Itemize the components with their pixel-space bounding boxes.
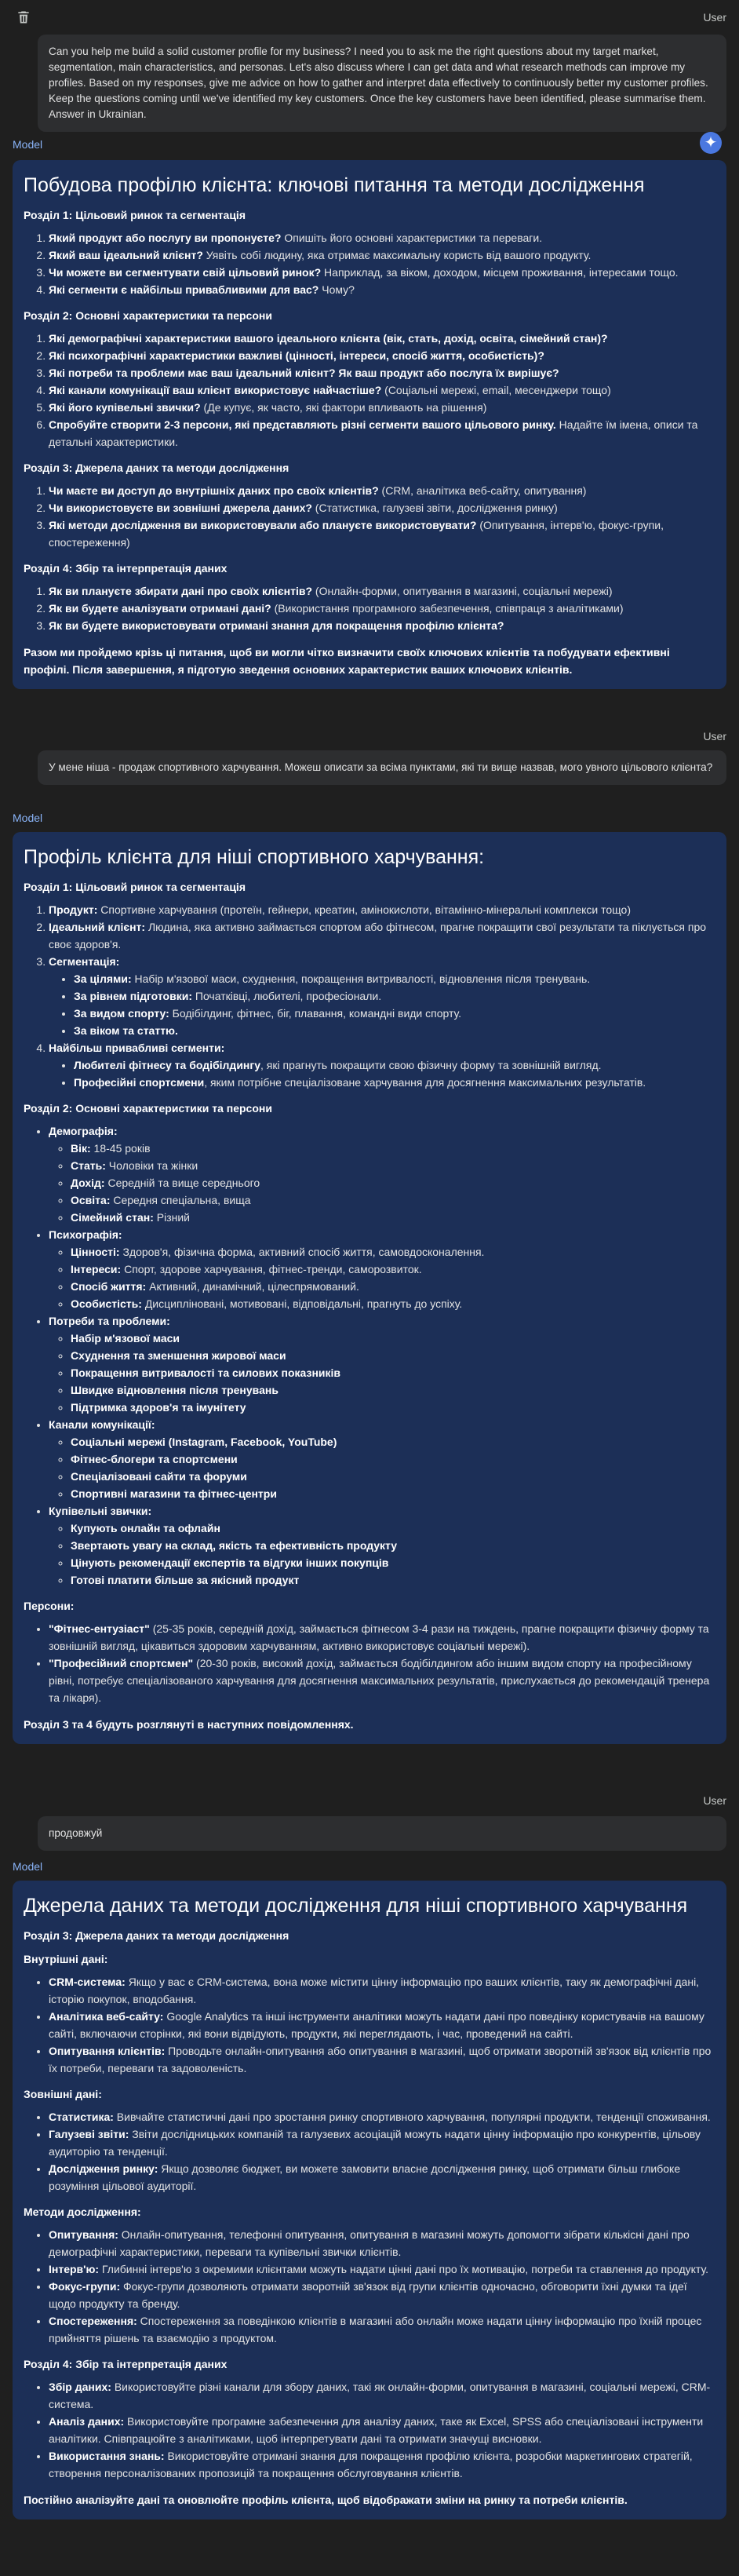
question-list [24, 582, 715, 634]
list-item [71, 1468, 715, 1485]
sub-list [49, 1243, 715, 1312]
list-item-label: Опитування клієнтів: [49, 2045, 166, 2057]
list-item-label: Соціальні мережі (Instagram, Facebook, YouTube) [71, 1436, 337, 1448]
list-item [71, 1537, 715, 1554]
list-item [49, 1620, 715, 1655]
list-item-label: Спробуйте створити 2-3 персони, які представляють різні сегменти вашого цільового ринку. [49, 418, 556, 431]
model-label: Model [13, 138, 43, 151]
list-item-text: Використовуйте програмне забезпечення для аналізу даних, таке як Excel, SPSS або спеціалізовані інструменти аналітики. Співпрацюйте з аналітиками, щоб інтерпретувати дані та отримати значущі висновки. [49, 2415, 704, 2445]
list-item-text: Чоловіки та жінки [105, 1159, 198, 1172]
list-item [49, 582, 715, 600]
list-item [49, 381, 715, 399]
list-item-label: Чи можете ви сегментувати свій цільовий ринок? [49, 266, 322, 279]
response-title: Джерела даних та методи дослідження для ніші спортивного харчування [24, 1895, 688, 1917]
list-item [49, 953, 715, 1039]
list-item [49, 2260, 715, 2278]
list-item [71, 1485, 715, 1502]
list-item-text: Надайте їм імена, описи та детальні характеристики. [49, 418, 698, 448]
question-list [24, 330, 715, 451]
list-item [49, 2312, 715, 2347]
list-item-text: (Соціальні мережі, email, месенджери тощо) [381, 384, 611, 396]
list-item [71, 1381, 715, 1399]
list-item-text: (Використання програмного забезпечення, співпраця з аналітиками) [271, 602, 624, 615]
list-item [74, 1056, 715, 1074]
content-list [24, 2378, 715, 2482]
content-list [24, 2108, 715, 2195]
list-item [49, 2226, 715, 2260]
section-heading: Розділ 2: Основні характеристики та персони [24, 309, 272, 322]
list-item [74, 1005, 715, 1022]
list-item-text: Людина, яка активно займається спортом або фітнесом, прагне покращити свої результати та піклується про своє здоров'я. [49, 921, 707, 950]
list-item-label: Особистість: [71, 1297, 142, 1310]
list-item-text: , яким потрібне спеціалізоване харчування для досягнення максимальних результатів. [204, 1076, 646, 1089]
list-item-label: За віком та статтю. [74, 1024, 178, 1037]
list-item-text: Спостереження за поведінкою клієнтів в магазині або онлайн може надати цінну інформацію про їхній процес прийняття рішень та взаємодію з продуктом. [49, 2315, 702, 2344]
list-item [49, 918, 715, 953]
list-item-label: Дослідження ринку: [49, 2162, 158, 2175]
section-heading: Розділ 3: Джерела даних та методи дослідження [24, 1929, 289, 1942]
content-list [24, 1122, 715, 1589]
list-item-label: Набір м'язової маси [71, 1332, 180, 1345]
list-item-text: (Опитування, інтерв'ю, фокус-групи, спостереження) [49, 519, 664, 549]
list-item [49, 2378, 715, 2413]
subsection-heading: Зовнішні дані: [24, 2088, 102, 2100]
list-item-text: Уявіть собі людину, яка отримає максимальну користь від вашого продукту. [202, 249, 592, 261]
list-item-label: "Фітнес-ентузіаст" [49, 1622, 150, 1635]
list-item [49, 399, 715, 416]
list-item-label: Які канали комунікації ваш клієнт використовує найчастіше? [49, 384, 382, 396]
list-item [71, 1261, 715, 1278]
response-closing: Разом ми пройдемо крізь ці питання, щоб ви могли чітко визначити своїх ключових клієнтів та побудувати ефективні профілі. Після завершення, я підготую зведення основних характеристик ваших ключових клієнтів. [24, 646, 670, 676]
list-item [49, 2447, 715, 2482]
list-item-label: Чи маєте ви доступ до внутрішніх даних про своїх клієнтів? [49, 484, 379, 497]
list-item [71, 1364, 715, 1381]
list-item-label: Професійні спортсмени [74, 1076, 205, 1089]
list-item [71, 1520, 715, 1537]
list-item-label: За цілями: [74, 972, 132, 985]
list-item-text: Якщо у вас є CRM-система, вона може містити цінну інформацію про ваших клієнтів, таку як демографічні дані, історію покупок, вподобання. [49, 1976, 700, 2005]
model-label: Model [13, 812, 43, 824]
list-item [49, 516, 715, 551]
list-item-label: Збір даних: [49, 2381, 111, 2393]
section-heading: Персони: [24, 1600, 75, 1612]
list-item-label: Який ваш ідеальний клієнт? [49, 249, 203, 261]
list-item-label: CRM-система: [49, 1976, 126, 1988]
sub-list [49, 1433, 715, 1502]
user-message: Can you help me build a solid customer profile for my business? I need you to ask me the right questions about my target market, segmentation, main characteristics, and personas. Let's also discuss where I can get data and what research methods can improve my profiles. Based on my responses, give me advice on how to gather and interpret data effectively to continuously better my customer profiles. Keep the questions coming until we've identified my key customers. Once the key customers have been identified, please summarise them. Answer in Ukrainian. [38, 35, 726, 132]
list-item [49, 2008, 715, 2042]
question-list [24, 229, 715, 298]
list-item [74, 1074, 715, 1091]
section-heading: Розділ 1: Цільовий ринок та сегментація [24, 209, 246, 221]
content-list [24, 901, 715, 1091]
list-item-label: Купівельні звички: [49, 1505, 152, 1517]
list-item [71, 1399, 715, 1416]
list-item-label: Спортивні магазини та фітнес-центри [71, 1487, 277, 1500]
list-item [71, 1157, 715, 1174]
list-item [49, 1502, 715, 1589]
list-item [49, 416, 715, 451]
list-item-text: Середній та вище середнього [104, 1177, 260, 1189]
list-item [49, 2042, 715, 2077]
list-item [49, 499, 715, 516]
list-item [71, 1209, 715, 1226]
list-item [49, 901, 715, 918]
list-item-text: Бодібілдинг, фітнес, біг, плавання, командні види спорту. [169, 1007, 462, 1020]
list-item [49, 1312, 715, 1416]
list-item [49, 330, 715, 347]
list-item-text: Якщо дозволяє бюджет, ви можете замовити власне дослідження ринку, щоб отримати більш глибоке розуміння цільової аудиторії. [49, 2162, 681, 2192]
list-item-text: Наприклад, за віком, доходом, місцем проживання, інтересами тощо. [321, 266, 679, 279]
subsection-heading: Методи дослідження: [24, 2206, 141, 2218]
user-message: У мене ніша - продаж спортивного харчування. Можеш описати за всіма пунктами, які ти вище назвав, мого увного цільового клієнта? [38, 750, 726, 785]
list-item-label: Аналіз даних: [49, 2415, 125, 2428]
list-item-text: Google Analytics та інші інструменти аналітики можуть надати дані про поведінку користувачів на вашому сайті, включаючи сторінки, які вони відвідують, продукти, які переглядають, і час, проведений на сайті. [49, 2010, 704, 2040]
model-response [13, 160, 726, 689]
list-item [71, 1330, 715, 1347]
list-item-label: Статистика: [49, 2111, 114, 2123]
list-item [74, 987, 715, 1005]
list-item [49, 1039, 715, 1091]
list-item-label: Чи використовуєте ви зовнішні джерела даних? [49, 502, 312, 514]
list-item-text: (Онлайн-форми, опитування в магазині, соціальні мережі) [312, 585, 613, 597]
list-item-label: Сімейний стан: [71, 1211, 154, 1224]
model-label: Model [13, 1860, 43, 1873]
response-title: Профіль клієнта для ніші спортивного харчування: [24, 846, 485, 868]
list-item [71, 1243, 715, 1261]
sparkle-icon: ✦ [704, 134, 718, 151]
list-item-label: Продукт: [49, 903, 98, 916]
list-item-text: Онлайн-опитування, телефонні опитування, опитування в магазині можуть допомогти зібрати кількісні дані про демографічні характеристики, переваги та купівельні звички клієнтів. [49, 2228, 690, 2258]
list-item-label: Аналітика веб-сайту: [49, 2010, 164, 2023]
content-list [24, 1620, 715, 1706]
list-item-label: Потреби та проблеми: [49, 1315, 170, 1327]
list-item-text: Використовуйте отримані знання для покращення профілю клієнта, розробки маркетингових стратегій, створення персоналізованих пропозицій та покращення обслуговування клієнтів. [49, 2450, 693, 2479]
section-heading: Розділ 4: Збір та інтерпретація даних [24, 562, 228, 575]
section-heading: Розділ 2: Основні характеристики та персони [24, 1102, 272, 1115]
list-item-label: Які демографічні характеристики вашого ідеального клієнта (вік, стать, дохід, освіта, сімейний стан)? [49, 332, 608, 345]
sub-list [49, 1520, 715, 1589]
list-item-label: За видом спорту: [74, 1007, 169, 1020]
list-item-label: Які його купівельні звички? [49, 401, 201, 414]
list-item-text: Використовуйте різні канали для збору даних, такі як онлайн-форми, опитування в магазині, соціальні мережі, CRM-система. [49, 2381, 711, 2410]
response-closing: Розділ 3 та 4 будуть розглянуті в наступних повідомленнях. [24, 1718, 354, 1731]
list-item-text: (CRM, аналітика веб-сайту, опитування) [378, 484, 587, 497]
list-item-label: Підтримка здоров'я та імунітету [71, 1401, 246, 1414]
section-heading: Розділ 1: Цільовий ринок та сегментація [24, 881, 246, 893]
list-item [71, 1278, 715, 1295]
list-item-label: Які потреби та проблеми має ваш ідеальний клієнт? Як ваш продукт або послуга їх вирішує? [49, 367, 559, 379]
list-item-label: Спостереження: [49, 2315, 137, 2327]
list-item-label: Як ви плануєте збирати дані про своїх клієнтів? [49, 585, 313, 597]
list-item-label: Як ви будете аналізувати отримані дані? [49, 602, 271, 615]
list-item-label: Які сегменти є найбільш привабливими для вас? [49, 283, 319, 296]
list-item-label: Який продукт або послугу ви пропонуєте? [49, 232, 282, 244]
list-item-label: Дохід: [71, 1177, 105, 1189]
list-item-text: Чому? [319, 283, 355, 296]
list-item [71, 1140, 715, 1157]
list-item-label: Найбільш привабливі сегменти: [49, 1042, 225, 1054]
list-item [49, 1122, 715, 1226]
list-item-label: Сегментація: [49, 955, 120, 968]
list-item-label: Які методи дослідження ви використовували або плануєте використовувати? [49, 519, 477, 531]
list-item-label: Спеціалізовані сайти та форуми [71, 1470, 247, 1483]
list-item [49, 347, 715, 364]
list-item-text: Середня спеціальна, вища [110, 1194, 251, 1206]
user-label: User [703, 730, 726, 743]
edit-button[interactable] [700, 132, 722, 154]
list-item [49, 229, 715, 246]
question-list [24, 482, 715, 551]
sub-list [49, 970, 715, 1039]
list-item-text: Опишіть його основні характеристики та переваги. [281, 232, 543, 244]
content-list [24, 1973, 715, 2077]
list-item-text: , які прагнуть покращити свою фізичну форму та зовнішній вигляд. [260, 1059, 602, 1071]
list-item [49, 1226, 715, 1312]
list-item [49, 2160, 715, 2195]
list-item-label: Психографія: [49, 1228, 122, 1241]
list-item-label: Інтерв'ю: [49, 2263, 100, 2275]
list-item [71, 1554, 715, 1571]
list-item [71, 1174, 715, 1191]
list-item-label: Освіта: [71, 1194, 111, 1206]
list-item-label: Любителі фітнесу та бодібілдингу [74, 1059, 260, 1071]
list-item [71, 1433, 715, 1450]
list-item-text: Здоров'я, фізична форма, активний спосіб життя, самовдосконалення. [119, 1246, 485, 1258]
list-item-label: Галузеві звіти: [49, 2128, 129, 2140]
user-label: User [703, 1794, 726, 1807]
list-item [49, 2413, 715, 2447]
sub-list [49, 1330, 715, 1416]
list-item-text: Спорт, здорове харчування, фітнес-тренди, саморозвиток. [121, 1263, 422, 1275]
section-heading: Розділ 3: Джерела даних та методи дослідження [24, 462, 289, 474]
model-response [13, 1881, 726, 2519]
list-item-label: Покращення витривалості та силових показників [71, 1366, 341, 1379]
list-item-text: Фокус-групи дозволяють отримати зворотній зв'язок від групи клієнтів одночасно, обговорити їхні думки та ідеї щодо продукту та бренду. [49, 2280, 687, 2310]
list-item-label: Схуднення та зменшення жирової маси [71, 1349, 286, 1362]
list-item-text: (25-35 років, середній дохід, займається фітнесом 3-4 рази на тиждень, прагне покращити фізичну форму та зовнішній вигляд, цікавиться здоровим харчуванням, активно використовує соціальні мережі). [49, 1622, 709, 1652]
list-item [49, 246, 715, 264]
list-item [49, 264, 715, 281]
list-item [49, 2278, 715, 2312]
list-item-text: Дисципліновані, мотивовані, відповідальні, прагнуть до успіху. [141, 1297, 463, 1310]
list-item-label: Стать: [71, 1159, 106, 1172]
list-item-label: Цінують рекомендації експертів та відгуки інших покупців [71, 1556, 389, 1569]
list-item [49, 617, 715, 634]
user-label: User [703, 11, 726, 24]
list-item-text: Початківці, любителі, професіонали. [192, 990, 382, 1002]
list-item-text: (Статистика, галузеві звіти, дослідження ринку) [311, 502, 558, 514]
list-item-label: Вік: [71, 1142, 91, 1155]
list-item [71, 1295, 715, 1312]
list-item [49, 364, 715, 381]
list-item [49, 2108, 715, 2125]
list-item-text: Спортивне харчування (протеїн, гейнери, креатин, амінокислоти, вітамінно-мінеральні комплекси тощо) [97, 903, 631, 916]
subsection-heading: Внутрішні дані: [24, 1953, 108, 1965]
response-title: Побудова профілю клієнта: ключові питання та методи дослідження [24, 174, 645, 196]
sub-list [49, 1140, 715, 1226]
list-item-text: 18-45 років [90, 1142, 151, 1155]
list-item-label: "Професійний спортсмен" [49, 1657, 194, 1669]
list-item-label: Використання знань: [49, 2450, 165, 2462]
list-item [49, 1973, 715, 2008]
list-item-label: Демографія: [49, 1125, 118, 1137]
list-item [49, 1655, 715, 1706]
list-item-text: Активний, динамічний, цілеспрямований. [146, 1280, 359, 1293]
list-item [49, 281, 715, 298]
list-item-text: (20-30 років, високий дохід, займається бодібілдингом або іншим видом спорту на професійному рівні, потребує спеціалізованого харчування для досягнення максимальних результатів, прислухається до рекомендацій тренера та лікаря). [49, 1657, 710, 1704]
list-item-label: Інтереси: [71, 1263, 122, 1275]
list-item-label: Купують онлайн та офлайн [71, 1522, 220, 1534]
section-heading: Розділ 4: Збір та інтерпретація даних [24, 2358, 228, 2370]
list-item-text: Різний [153, 1211, 190, 1224]
list-item [49, 1416, 715, 1502]
list-item [49, 2125, 715, 2160]
response-closing: Постійно аналізуйте дані та оновлюйте профіль клієнта, щоб відображати зміни на ринку та потреби клієнтів. [24, 2494, 628, 2506]
top-bar [0, 0, 739, 31]
list-item-label: Цінності: [71, 1246, 120, 1258]
list-item [49, 482, 715, 499]
user-message: продовжуй [38, 1816, 726, 1851]
list-item [71, 1347, 715, 1364]
sub-list [49, 1056, 715, 1091]
list-item-label: Канали комунікації: [49, 1418, 155, 1431]
list-item [71, 1571, 715, 1589]
list-item-text: Набір м'язової маси, схуднення, покращення витривалості, відновлення після тренувань. [131, 972, 591, 985]
list-item [71, 1191, 715, 1209]
list-item-label: Фітнес-блогери та спортсмени [71, 1453, 238, 1465]
list-item-label: Які психографічні характеристики важливі (цінності, інтереси, спосіб життя, особистість)? [49, 349, 544, 362]
content-list [24, 2226, 715, 2347]
list-item-label: Як ви будете використовувати отримані знання для покращення профілю клієнта? [49, 619, 504, 632]
list-item [49, 600, 715, 617]
list-item-text: Проводьте онлайн-опитування або опитування в магазині, щоб отримати зворотній зв'язок від клієнтів про їх потреби, переваги та задоволеність. [49, 2045, 712, 2074]
list-item-text: Звіти дослідницьких компаній та галузевих асоціацій можуть надати цінну інформацію про конкурентів, цільову аудиторію та тенденції. [49, 2128, 701, 2158]
list-item [71, 1450, 715, 1468]
list-item-label: За рівнем підготовки: [74, 990, 192, 1002]
list-item-label: Опитування: [49, 2228, 118, 2241]
list-item [74, 970, 715, 987]
list-item [74, 1022, 715, 1039]
list-item-label: Ідеальний клієнт: [49, 921, 146, 933]
list-item-label: Звертають увагу на склад, якість та ефективність продукту [71, 1539, 398, 1552]
list-item-label: Швидке відновлення після тренувань [71, 1384, 278, 1396]
trash-icon[interactable] [16, 9, 31, 25]
list-item-label: Готові платити більше за якісний продукт [71, 1574, 300, 1586]
list-item-label: Спосіб життя: [71, 1280, 147, 1293]
list-item-text: Вивчайте статистичні дані про зростання ринку спортивного харчування, популярні продукти, тенденції споживання. [113, 2111, 711, 2123]
list-item-text: Глибинні інтерв'ю з окремими клієнтами можуть надати цінні дані про їх мотивацію, потреби та ставлення до продукту. [99, 2263, 708, 2275]
list-item-label: Фокус-групи: [49, 2280, 121, 2293]
list-item-text: (Де купує, як часто, які фактори впливають на рішення) [200, 401, 487, 414]
model-response [13, 832, 726, 1744]
